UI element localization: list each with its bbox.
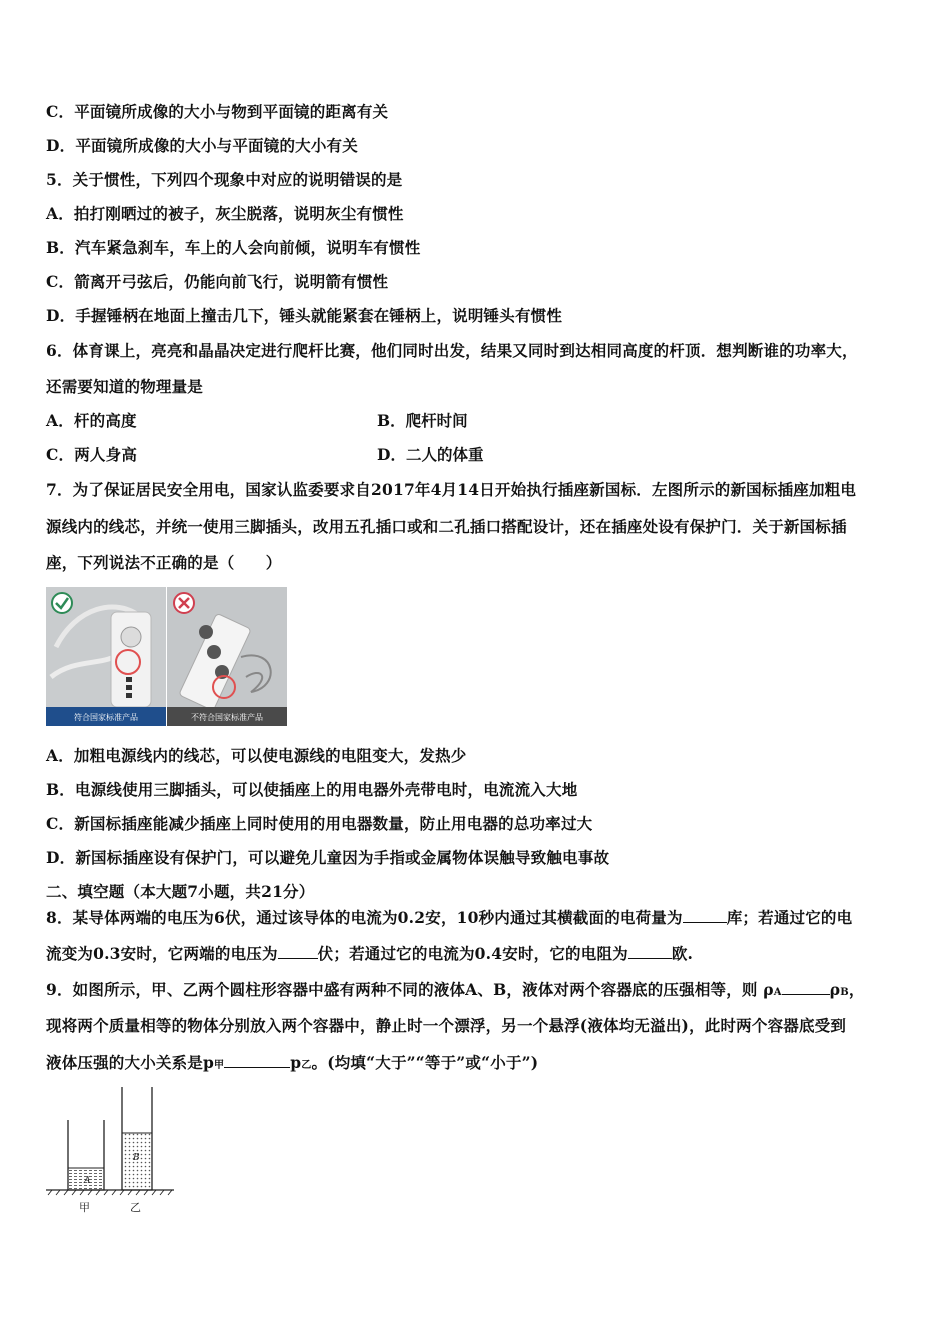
ground-line bbox=[46, 1190, 174, 1195]
q9-line2: 现将两个质量相等的物体分别放入两个容器中，静止时一个漂浮，另一个悬浮(液体均无溢出)，此时两个容器底受到 bbox=[46, 1016, 847, 1035]
q8-blank-resistance[interactable] bbox=[628, 944, 672, 959]
q8-text: 8．某导体两端的电压为6伏，通过该导体的电流为0.2安，10秒内通过其横截面的电荷量为 bbox=[46, 908, 683, 927]
liquid-b-label: B bbox=[133, 1153, 140, 1163]
q8-blank-charge[interactable] bbox=[683, 908, 727, 923]
q7-stem-line2: 源线内的线芯，并统一使用三脚插头，改用五孔插口或和二孔插口搭配设计，还在插座处设有保护门．关于新国标插 bbox=[46, 517, 847, 536]
container-diagram bbox=[44, 1085, 176, 1215]
q5-option-a: A．拍打刚晒过的被子，灰尘脱落，说明灰尘有惯性 bbox=[46, 204, 404, 223]
q7-option-d: D．新国标插座设有保护门，可以避免儿童因为手指或金属物体误触导致触电事故 bbox=[46, 848, 610, 867]
q9-subscript: 乙 bbox=[301, 1060, 312, 1071]
caption-noncompliant: 不符合国家标准产品 bbox=[191, 713, 263, 722]
q9-blank-pressure[interactable] bbox=[224, 1053, 290, 1068]
power-strip-photo bbox=[46, 587, 287, 726]
q9-text: ρ bbox=[829, 980, 841, 999]
q8-text: 库；若通过它的电 bbox=[726, 908, 853, 927]
label-jia: 甲 bbox=[79, 1201, 90, 1214]
q9-subscript: A bbox=[773, 987, 782, 998]
q5-option-d: D．手握锤柄在地面上撞击几下，锤头就能紧套在锤柄上，说明锤头有惯性 bbox=[46, 306, 563, 325]
q6-stem-line1: 6．体育课上，亮亮和晶晶决定进行爬杆比赛，他们同时出发，结果又同时到达相同高度的杆顶．想判断谁的功率大， bbox=[46, 341, 858, 360]
q9-subscript: B bbox=[840, 987, 849, 998]
q9-text: ， bbox=[848, 980, 865, 999]
cross-icon bbox=[174, 593, 194, 613]
q4-option-c: C．平面镜所成像的大小与物到平面镜的距离有关 bbox=[46, 102, 389, 121]
q8-text: 流变为0.3安时，它两端的电压为 bbox=[46, 944, 278, 963]
q8-line1 bbox=[46, 908, 852, 928]
q7-option-b: B．电源线使用三脚插头，可以使插座上的用电器外壳带电时，电流流入大地 bbox=[46, 780, 578, 799]
q6-option-c: C．两人身高 bbox=[46, 445, 138, 464]
section-title-fill-in: 二、填空题（本大题7小题，共21分） bbox=[46, 882, 315, 901]
q8-line2 bbox=[46, 944, 693, 964]
q7-stem-line3: 座，下列说法不正确的是（ ） bbox=[46, 553, 282, 572]
q7-option-a: A．加粗电源线内的线芯，可以使电源线的电阻变大，发热少 bbox=[46, 746, 467, 765]
q5-option-b: B．汽车紧急刹车，车上的人会向前倾，说明车有惯性 bbox=[46, 238, 421, 257]
q6-option-d: D．二人的体重 bbox=[377, 445, 484, 464]
q9-line1 bbox=[46, 980, 865, 1003]
q5-option-c: C．箭离开弓弦后，仍能向前飞行，说明箭有惯性 bbox=[46, 272, 389, 291]
q9-blank-density[interactable] bbox=[782, 980, 830, 995]
container-jia bbox=[68, 1120, 104, 1190]
liquid-a-label: A bbox=[84, 1176, 91, 1186]
q8-blank-voltage[interactable] bbox=[278, 944, 318, 959]
q4-option-d: D．平面镜所成像的大小与平面镜的大小有关 bbox=[46, 136, 358, 155]
q6-stem-line2: 还需要知道的物理量是 bbox=[46, 377, 204, 396]
q9-line3 bbox=[46, 1053, 538, 1076]
container-yi bbox=[122, 1087, 152, 1190]
q6-option-b: B．爬杆时间 bbox=[377, 411, 468, 430]
q7-stem-line1: 7．为了保证居民安全用电，国家认监委要求自2017年4月14日开始执行插座新国标．左图所示的新国标插座加粗电 bbox=[46, 480, 857, 499]
q9-subscript: 甲 bbox=[214, 1060, 225, 1071]
caption-compliant: 符合国家标准产品 bbox=[74, 713, 138, 722]
q6-option-a: A．杆的高度 bbox=[46, 411, 137, 430]
q7-option-c: C．新国标插座能减少插座上同时使用的用电器数量，防止用电器的总功率过大 bbox=[46, 814, 593, 833]
q9-text: 液体压强的大小关系是p bbox=[46, 1053, 215, 1072]
q9-text: p bbox=[290, 1053, 302, 1072]
q8-text: 欧. bbox=[671, 944, 694, 963]
q8-text: 伏；若通过它的电流为0.4安时，它的电阻为 bbox=[317, 944, 628, 963]
q9-text: 9．如图所示，甲、乙两个圆柱形容器中盛有两种不同的液体A、B，液体对两个容器底的压强相等，则 ρ bbox=[46, 980, 774, 999]
label-yi: 乙 bbox=[130, 1201, 141, 1214]
check-icon bbox=[52, 593, 72, 613]
q5-stem: 5．关于惯性，下列四个现象中对应的说明错误的是 bbox=[46, 170, 403, 189]
q9-text: 。(均填“大于”“等于”或“小于”) bbox=[311, 1053, 539, 1072]
